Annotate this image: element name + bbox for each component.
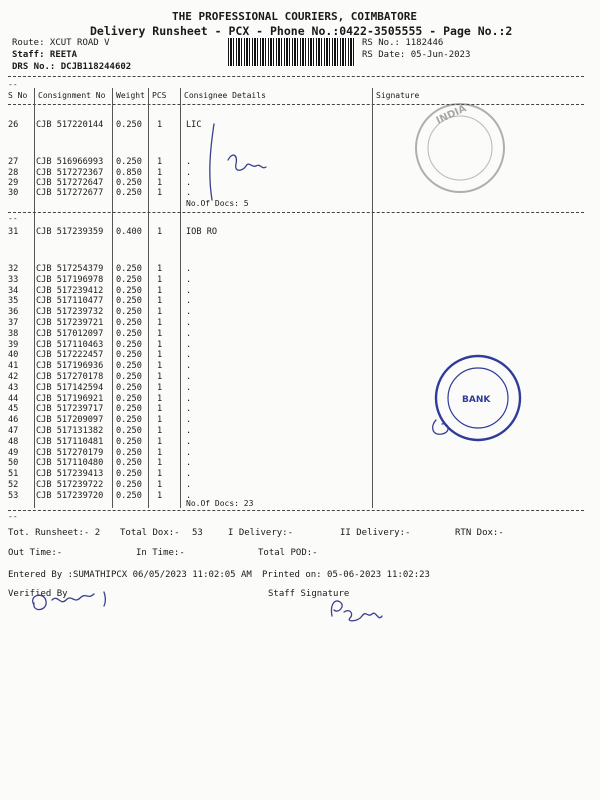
table-end-divider [8,510,584,511]
row-consignment: CJB 517239720 [36,490,104,501]
row-pcs: 1 [157,447,163,458]
row-consignment: CJB 517239722 [36,480,104,490]
row-weight: 0.250 [116,339,142,350]
row-sno: 28 [8,168,19,178]
stamp-bank-text: BANK [462,395,491,405]
row-pcs: 1 [157,264,163,274]
row-consignment: CJB 517272367 [36,168,104,178]
row-weight: 0.250 [116,458,142,469]
row-consignment: CJB 517222457 [36,350,104,361]
row-consignment: CJB 517131382 [36,426,104,436]
row-weight: 0.250 [116,436,142,447]
row-pcs: 1 [157,157,163,167]
tot-runsheet: Tot. Runsheet:- 2 [8,528,101,538]
table-row [0,286,600,297]
row-weight: 0.250 [116,480,142,490]
docs-count: No.Of Docs: 5 [186,199,249,208]
verified-by: Verified By [8,589,68,599]
row-weight: 0.250 [116,188,142,198]
divider-mark: -- [8,512,18,521]
table-row [0,307,600,318]
row-consignment: CJB 517196978 [36,274,104,285]
row-sno: 42 [8,372,19,382]
table-row [0,415,600,426]
row-consignment: CJB 517270179 [36,447,104,458]
row-consignment: CJB 517110480 [36,458,104,469]
row-consignee: . [186,415,192,426]
staff-signature-scrawl [331,601,382,621]
row-weight: 0.250 [116,415,142,426]
row-consignee: . [186,458,192,469]
row-weight: 0.400 [116,227,142,237]
row-consignment: CJB 517196921 [36,393,104,404]
docs-count: No.Of Docs: 23 [186,499,254,508]
row-weight: 0.250 [116,157,142,167]
row-pcs: 1 [157,372,163,382]
row-sno: 33 [8,274,19,285]
row-sno: 46 [8,415,19,426]
row-pcs: 1 [157,382,163,393]
table-row [0,264,600,275]
row-sno: 50 [8,458,19,469]
table-row [0,394,600,405]
row-consignee: . [186,307,192,318]
row-weight: 0.250 [116,393,142,404]
table-row [0,458,600,469]
row-sno: 44 [8,393,19,404]
staff-signature-label: Staff Signature [268,589,350,599]
row-consignee: . [186,157,192,167]
table-row [0,188,600,199]
row-consignee: . [186,168,192,178]
rs-number: RS No.: 1182446 [362,38,444,48]
row-sno: 43 [8,382,19,393]
runsheet-title: Delivery Runsheet - PCX - Phone No.:0422-3505555 - Page No.:2 [90,24,513,38]
row-consignment: CJB 517270178 [36,372,104,382]
row-pcs: 1 [157,393,163,404]
row-sno: 31 [8,227,19,237]
table-row [0,329,600,340]
row-weight: 0.250 [116,120,142,130]
row-weight: 0.250 [116,426,142,436]
row-consignee: . [186,339,192,350]
row-consignee: . [186,447,192,458]
row-weight: 0.250 [116,447,142,458]
row-consignee: . [186,350,192,361]
row-pcs: 1 [157,274,163,285]
row-sno: 27 [8,157,19,167]
row-pcs: 1 [157,339,163,350]
table-row [0,340,600,351]
group-divider [8,212,584,213]
row-sno: 40 [8,350,19,361]
row-consignment: CJB 517110477 [36,296,104,307]
table-row [0,383,600,394]
row-sno: 45 [8,404,19,415]
out-time: Out Time:- [8,548,63,558]
row-consignment: CJB 517110463 [36,339,104,350]
row-consignment: CJB 517239717 [36,404,104,415]
row-consignee: . [186,296,192,307]
row-sno: 36 [8,307,19,318]
row-consignee: . [186,490,192,501]
column-header-divider [8,104,584,105]
row-consignee: . [186,469,192,480]
row-weight: 0.250 [116,318,142,328]
table-row [0,318,600,329]
rtn-dox: RTN Dox:- [455,528,504,538]
table-row [0,372,600,383]
table-row [0,437,600,448]
table-row [0,480,600,491]
row-pcs: 1 [157,328,163,339]
row-sno: 34 [8,285,19,296]
route-label: Route: XCUT ROAD V [12,38,110,48]
row-consignee: . [186,274,192,285]
row-weight: 0.250 [116,350,142,361]
row-pcs: 1 [157,490,163,501]
table-row [0,361,600,372]
row-consignment: CJB 517209097 [36,415,104,426]
row-weight: 0.250 [116,382,142,393]
company-name: THE PROFESSIONAL COURIERS, COIMBATORE [172,10,418,23]
row-consignment: CJB 517239732 [36,307,104,318]
in-time: In Time:- [136,548,185,558]
row-pcs: 1 [157,227,163,237]
row-consignee: . [186,264,192,274]
row-consignee: . [186,372,192,382]
col-consignment: Consignment No [38,91,106,100]
row-pcs: 1 [157,404,163,415]
row-pcs: 1 [157,469,163,480]
table-row [0,404,600,415]
table-row [0,469,600,480]
row-weight: 0.250 [116,178,142,188]
row-consignment: CJB 517142594 [36,382,104,393]
row-pcs: 1 [157,458,163,469]
row-weight: 0.250 [116,404,142,415]
row-pcs: 1 [157,188,163,198]
row-weight: 0.250 [116,285,142,296]
stamp-india-text: INDIA [434,103,469,127]
row-weight: 0.250 [116,328,142,339]
drs-number: DRS No.: DCJB118244602 [12,62,132,72]
ii-delivery: II Delivery:- [340,528,411,538]
row-consignment: CJB 517272677 [36,188,104,198]
row-weight: 0.250 [116,490,142,501]
row-pcs: 1 [157,426,163,436]
row-consignment: CJB 516966993 [36,157,104,167]
table-row [0,227,600,238]
row-consignee: . [186,318,192,328]
total-dox-label: Total Dox:- [120,528,180,538]
column-header [0,91,600,102]
row-pcs: 1 [157,285,163,296]
rs-date: RS Date: 05-Jun-2023 [362,50,471,60]
table-row [0,448,600,459]
row-sno: 26 [8,120,19,130]
row-sno: 41 [8,361,19,372]
row-consignee: . [186,404,192,415]
row-weight: 0.250 [116,469,142,480]
row-weight: 0.250 [116,361,142,372]
table-row [0,426,600,437]
row-pcs: 1 [157,415,163,426]
row-sno: 52 [8,480,19,490]
col-pcs: PCS [152,91,167,100]
row-sno: 53 [8,490,19,501]
row-pcs: 1 [157,307,163,318]
row-pcs: 1 [157,350,163,361]
row-sno: 32 [8,264,19,274]
row-weight: 0.250 [116,307,142,318]
i-delivery: I Delivery:- [228,528,294,538]
row-consignment: CJB 517196936 [36,361,104,372]
total-pod: Total POD:- [258,548,318,558]
total-dox-value: 53 [192,528,203,538]
row-pcs: 1 [157,178,163,188]
row-pcs: 1 [157,480,163,490]
row-consignment: CJB 517110481 [36,436,104,447]
row-sno: 47 [8,426,19,436]
row-weight: 0.250 [116,372,142,382]
row-weight: 0.250 [116,296,142,307]
divider-mark: -- [8,214,18,223]
row-consignment: CJB 517239412 [36,285,104,296]
row-weight: 0.250 [116,274,142,285]
table-row [0,350,600,361]
table-row [0,491,600,502]
row-consignment: CJB 517220144 [36,120,104,130]
col-weight: Weight [116,91,145,100]
col-consignee: Consignee Details [184,91,266,100]
row-consignee: . [186,328,192,339]
table-row [0,296,600,307]
row-consignee: . [186,188,192,198]
row-sno: 39 [8,339,19,350]
header-divider [8,76,584,77]
row-consignee: . [186,393,192,404]
divider-mark: -- [8,80,18,89]
row-sno: 29 [8,178,19,188]
row-sno: 38 [8,328,19,339]
barcode [228,38,356,66]
row-pcs: 1 [157,436,163,447]
row-consignee: . [186,480,192,490]
row-consignee: IOB RO [186,227,218,237]
row-consignee: . [186,285,192,296]
table-row [0,120,600,131]
table-row [0,157,600,168]
row-consignee: . [186,361,192,372]
col-signature: Signature [376,91,420,100]
printed-on: Printed on: 05-06-2023 11:02:23 [262,570,430,580]
row-consignment: CJB 517239359 [36,227,104,237]
row-sno: 49 [8,447,19,458]
row-pcs: 1 [157,361,163,372]
row-weight: 0.250 [116,264,142,274]
row-consignment: CJB 517254379 [36,264,104,274]
row-sno: 35 [8,296,19,307]
row-consignee: . [186,436,192,447]
row-pcs: 1 [157,296,163,307]
staff-label: Staff: REETA [12,50,78,60]
row-consignment: CJB 517239721 [36,318,104,328]
row-consignment: CJB 517239413 [36,469,104,480]
row-weight: 0.850 [116,168,142,178]
row-pcs: 1 [157,120,163,130]
row-consignee: . [186,382,192,393]
col-sno: S No [8,91,28,100]
row-consignment: CJB 517012097 [36,328,104,339]
row-consignee: LIC [186,120,202,130]
row-pcs: 1 [157,168,163,178]
row-pcs: 1 [157,318,163,328]
row-sno: 37 [8,318,19,328]
row-consignee: . [186,178,192,188]
table-row [0,275,600,286]
row-sno: 48 [8,436,19,447]
row-sno: 30 [8,188,19,198]
entered-by: Entered By :SUMATHIPCX 06/05/2023 11:02:05 AM [8,570,252,580]
row-consignment: CJB 517272647 [36,178,104,188]
row-consignee: . [186,426,192,436]
row-sno: 51 [8,469,19,480]
